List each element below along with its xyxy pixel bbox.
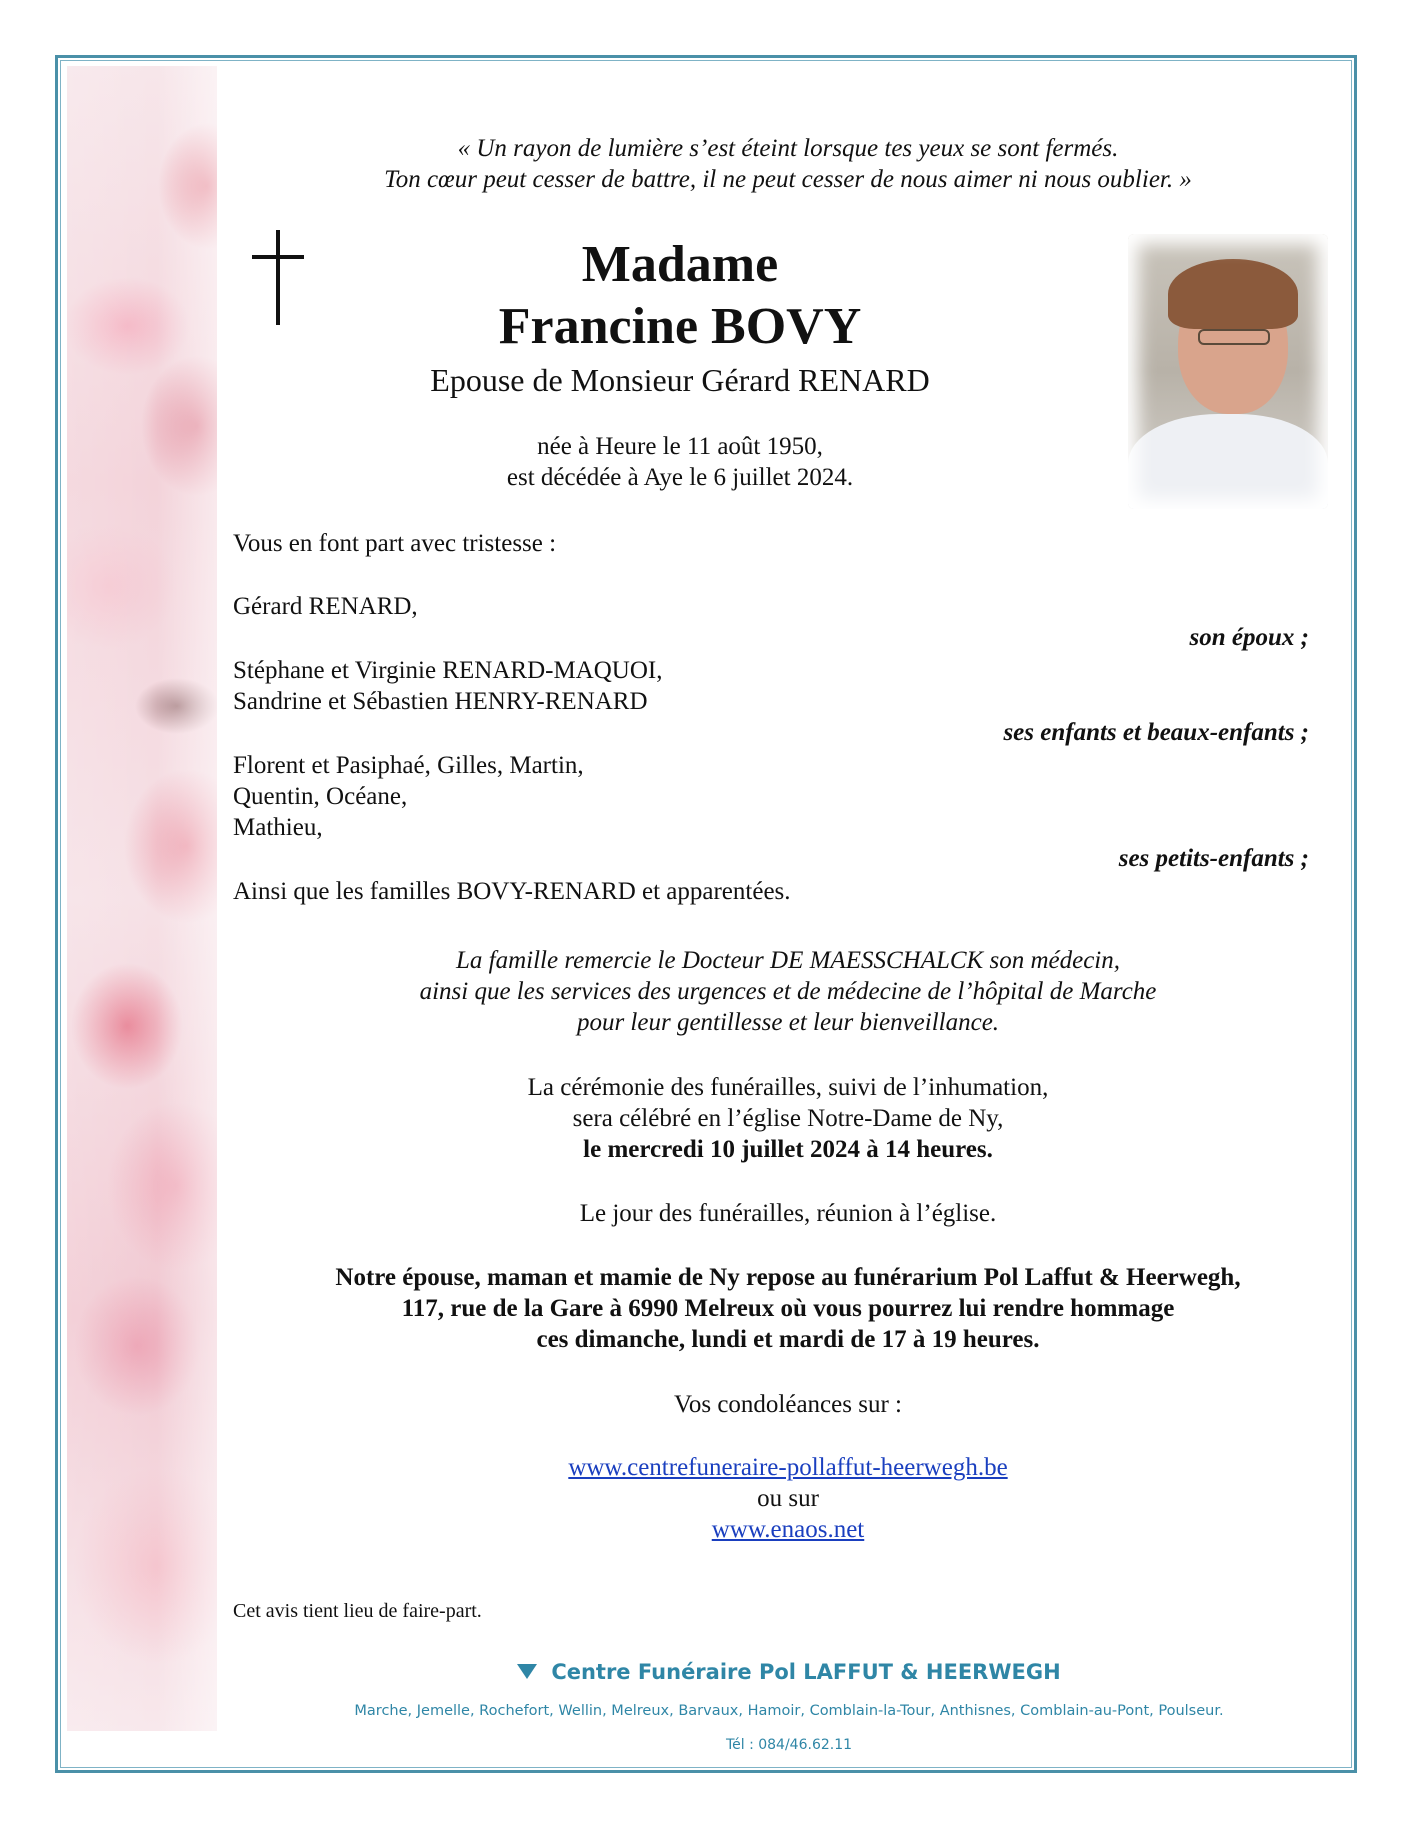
thanks-line: ainsi que les services des urgences et de médecine de l’hôpital de Marche [419,978,1157,1005]
visitation-line: Notre épouse, maman et mamie de Ny repose au funérarium Pol Laffut & Heerwegh, [335,1264,1241,1291]
honorific-title: Madame [581,236,779,293]
family-name: Stéphane et Virginie RENARD-MAQUOI, [233,657,663,684]
family-name: Sandrine et Sébastien HENRY-RENARD [233,688,648,715]
notice-line: Cet avis tient lieu de faire-part. [233,1600,482,1622]
intro-line: Vous en font part avec tristesse : [233,530,557,557]
or-line: ou sur [757,1485,819,1512]
spouse-line: Epouse de Monsieur Gérard RENARD [430,362,930,398]
relation-label: ses enfants et beaux-enfants ; [1003,719,1309,746]
cross-icon [248,230,308,325]
quote-line-2: Ton cœur peut cesser de battre, il ne peut cesser de nous aimer ni nous oublier. » [384,166,1192,193]
families-line: Ainsi que les familles BOVY-RENARD et apparentées. [233,878,791,905]
thanks-block [233,945,1343,1038]
portrait-photo [1128,234,1328,509]
thanks-line: pour leur gentillesse et leur bienveillance. [576,1009,1000,1036]
memorial-quote [233,133,1343,195]
ceremony-line: La cérémonie des funérailles, suivi de l’inhumation, [527,1074,1049,1101]
visitation-line: ces dimanche, lundi et mardi de 17 à 19 heures. [536,1326,1040,1353]
quote-line-1: « Un rayon de lumière s’est éteint lorsque tes yeux se sont fermés. [457,135,1119,162]
triangle-down-icon [517,1664,537,1679]
funeral-home-locations: Marche, Jemelle, Rochefort, Wellin, Melreux, Barvaux, Hamoir, Comblain-la-Tour, Anthisnes, Comblain-au-Pont, Poulseur. [354,1703,1224,1719]
condolences-link-primary[interactable]: www.centrefuneraire-pollaffut-heerwegh.be [568,1454,1008,1481]
thanks-line: La famille remercie le Docteur DE MAESSCHALCK son médecin, [455,947,1120,974]
condolences-links [233,1452,1343,1545]
condolences-link-secondary[interactable]: www.enaos.net [711,1516,865,1543]
cherry-blossom-fade [67,66,217,1731]
visitation-line: 117, rue de la Gare à 6990 Melreux où vous pourrez lui rendre hommage [401,1295,1175,1322]
visitation-block [233,1262,1343,1355]
death-line: est décédée à Aye le 6 juillet 2024. [506,464,854,491]
family-name: Florent et Pasiphaé, Gilles, Martin, [233,752,584,779]
ceremony-date: le mercredi 10 juillet 2024 à 14 heures. [583,1136,993,1163]
relation-label: son époux ; [1189,624,1309,651]
condolences-label: Vos condoléances sur : [674,1391,902,1418]
ceremony-line: sera célébré en l’église Notre-Dame de Ny, [572,1105,1004,1132]
family-name: Quentin, Océane, [233,783,408,810]
birth-death-dates [400,431,960,493]
relation-label: ses petits-enfants ; [1118,845,1309,872]
birth-line: née à Heure le 11 août 1950, [537,433,823,460]
family-name: Gérard RENARD, [233,593,418,620]
ceremony-block [233,1072,1343,1165]
deceased-name: Francine BOVY [498,298,862,355]
family-name: Mathieu, [233,814,323,841]
funeral-home-title: Centre Funéraire Pol LAFFUT & HEERWEGH [551,1660,1061,1684]
funeral-home-phone: Tél : 084/46.62.11 [725,1737,853,1753]
funeral-home-name [234,1660,1344,1684]
meeting-line: Le jour des funérailles, réunion à l’église. [579,1200,997,1227]
